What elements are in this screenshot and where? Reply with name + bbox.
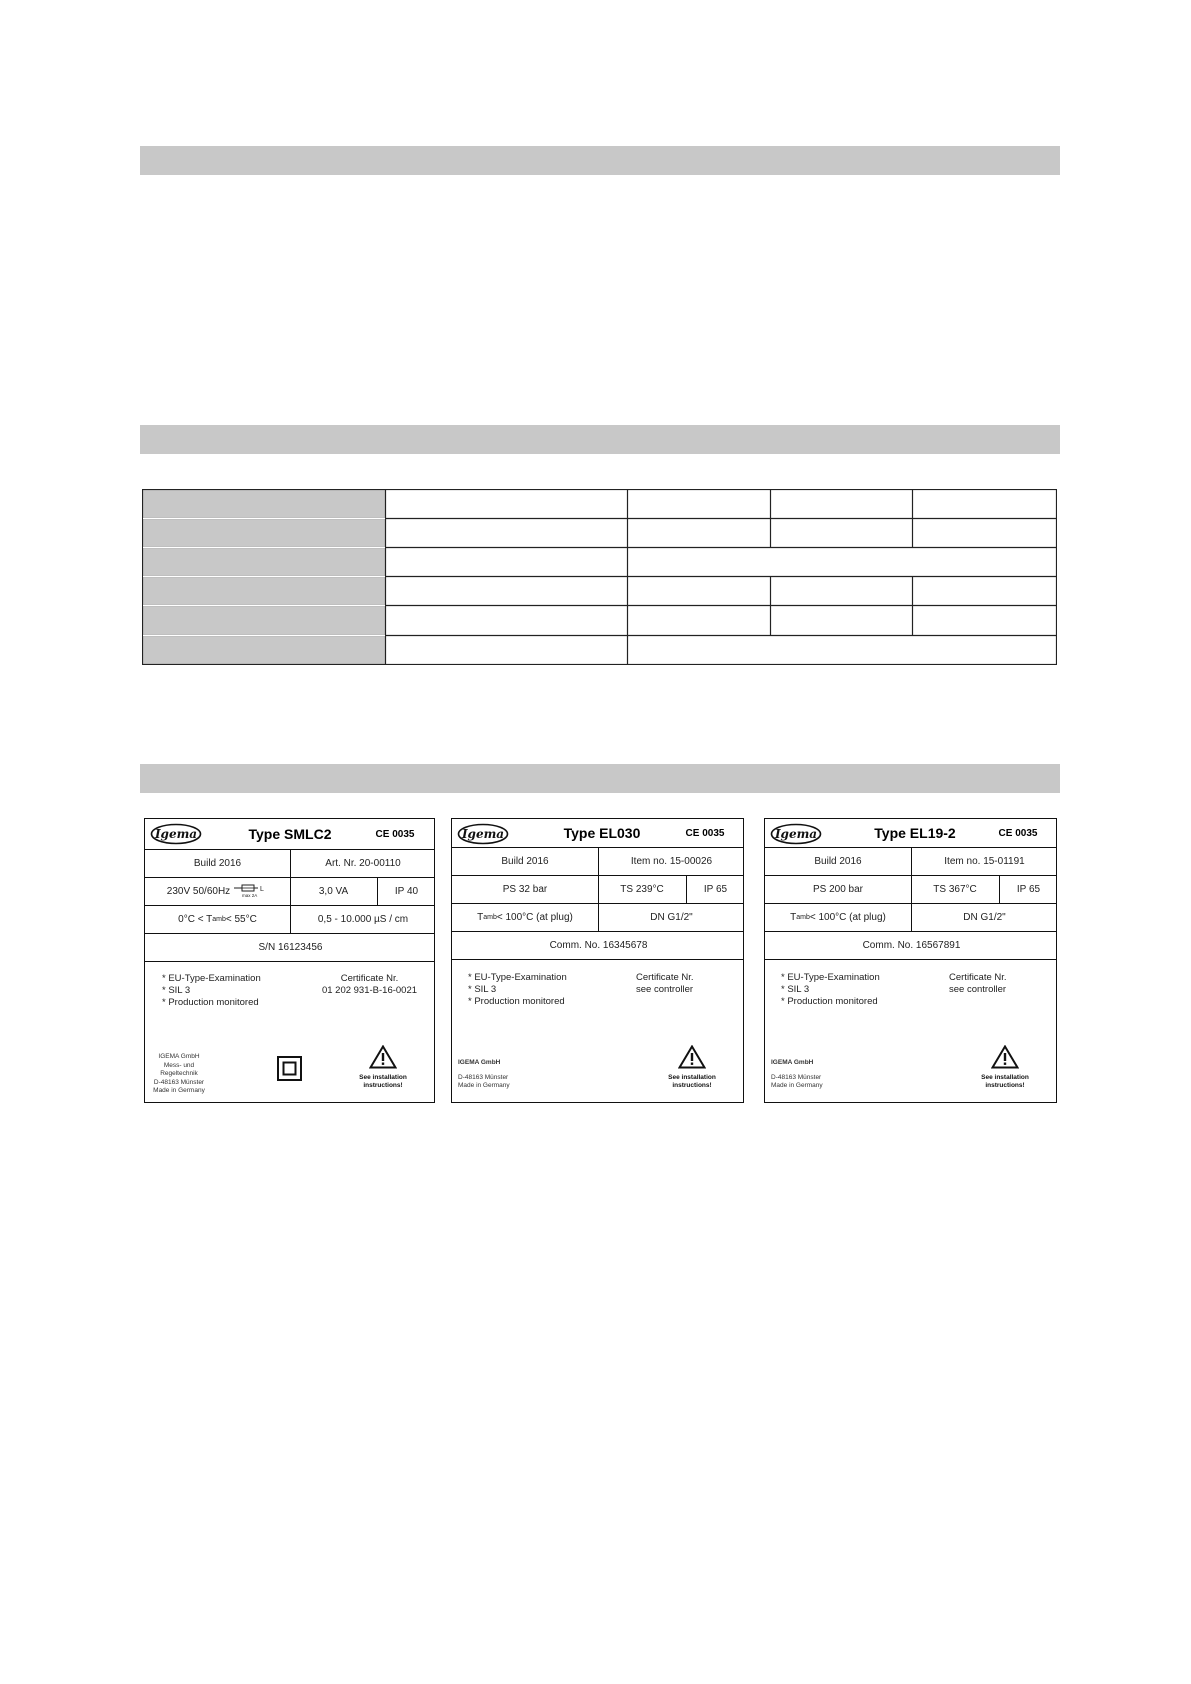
build-year: Build 2016 [501,855,549,867]
ip-rating: IP 40 [394,885,419,897]
plate-commission-row [452,931,743,960]
manufacturer-address: IGEMA GmbH D-48163 Münster Made in Germany [771,1059,823,1089]
conductivity-range: 0,5 - 10.000 µS / cm [317,913,409,925]
ce-mark: CE 0035 [998,827,1038,839]
igema-logo: Igema [150,823,202,845]
plate-type-label: Type EL19-2 [874,825,956,841]
igema-logo: Igema [770,823,822,845]
warning-triangle-icon [678,1045,706,1069]
manufacturer-address: IGEMA GmbH Mess- und Regeltechnik D-48163 Münster Made in Germany [153,1053,205,1094]
section-header-bar-1 [140,146,1060,175]
nameplate-smlc2 [144,818,435,1103]
manufacturer-address: IGEMA GmbH D-48163 Münster Made in Germany [458,1059,510,1089]
section-header-bar-3 [140,764,1060,793]
temperature-rating: TS 239°C [620,883,664,895]
ambient-temperature-range: 0°C < T amb < 55°C [178,913,257,925]
plate-serial-row [145,933,434,962]
ambient-temperature: T amb < 100°C (at plug) [790,911,886,923]
plate-notes: * EU-Type-Examination * SIL 3 * Production monitored [781,972,880,1007]
temperature-rating: TS 367°C [933,883,977,895]
warning-triangle-icon [369,1045,397,1069]
plate-type-label: Type EL030 [563,825,641,841]
certificate-info: Certificate Nr. 01 202 931-B-16-0021 [321,973,418,996]
commission-number: Comm. No. 16345678 [549,939,648,951]
fuse-icon [234,883,268,900]
serial-number: S/N 16123456 [258,941,323,953]
pressure-rating: PS 32 bar [502,883,548,895]
build-year: Build 2016 [193,857,242,869]
plate-type-label: Type SMLC2 [248,826,332,842]
build-year: Build 2016 [814,855,862,867]
ce-mark: CE 0035 [375,828,415,840]
plate-notes: * EU-Type-Examination * SIL 3 * Production monitored [468,972,567,1007]
nameplate-el19-2 [764,818,1057,1103]
nominal-diameter: DN G1/2" [650,911,693,923]
section-header-bar-2 [140,425,1060,454]
plate-build-row [765,847,1056,876]
double-insulation-icon [277,1056,302,1086]
plate-electrical-row [145,877,434,906]
plate-ambient-row [452,903,743,932]
ce-mark: CE 0035 [685,827,725,839]
plate-notes: * EU-Type-Examination * SIL 3 * Production monitored [162,973,261,1008]
warning-notice: See installation instructions! [662,1045,722,1090]
warning-notice: See installation instructions! [975,1045,1035,1090]
specification-table [142,489,1057,665]
plate-ambient-row [765,903,1056,932]
nominal-diameter: DN G1/2" [963,911,1006,923]
article-number: Art. Nr. 20-00110 [325,857,401,869]
plate-pressure-row [765,875,1056,904]
igema-logo: Igema [457,823,509,845]
ip-rating: IP 65 [703,883,728,895]
svg-text:L: L [260,885,265,893]
ambient-temperature: T amb < 100°C (at plug) [477,911,573,923]
warning-triangle-icon [991,1045,1019,1069]
plate-header-row [145,819,434,850]
plate-pressure-row [452,875,743,904]
svg-text:max 2A: max 2A [242,892,258,897]
ip-rating: IP 65 [1016,883,1041,895]
plate-commission-row [765,931,1056,960]
plate-range-row [145,905,434,934]
plate-header-row [765,819,1056,848]
pressure-rating: PS 200 bar [812,883,864,895]
commission-number: Comm. No. 16567891 [862,939,961,951]
item-number: Item no. 15-00026 [630,855,713,867]
warning-notice: See installation instructions! [353,1045,413,1090]
power-rating: 3,0 VA [318,885,349,897]
nameplate-el030 [451,818,744,1103]
plate-build-row [145,849,434,878]
voltage-rating: 230V 50/60Hz L max 2A [145,877,290,905]
plate-build-row [452,847,743,876]
item-number: Item no. 15-01191 [944,855,1025,867]
certificate-info: Certificate Nr. see controller [636,972,694,995]
plate-header-row [452,819,743,848]
certificate-info: Certificate Nr. see controller [949,972,1007,995]
